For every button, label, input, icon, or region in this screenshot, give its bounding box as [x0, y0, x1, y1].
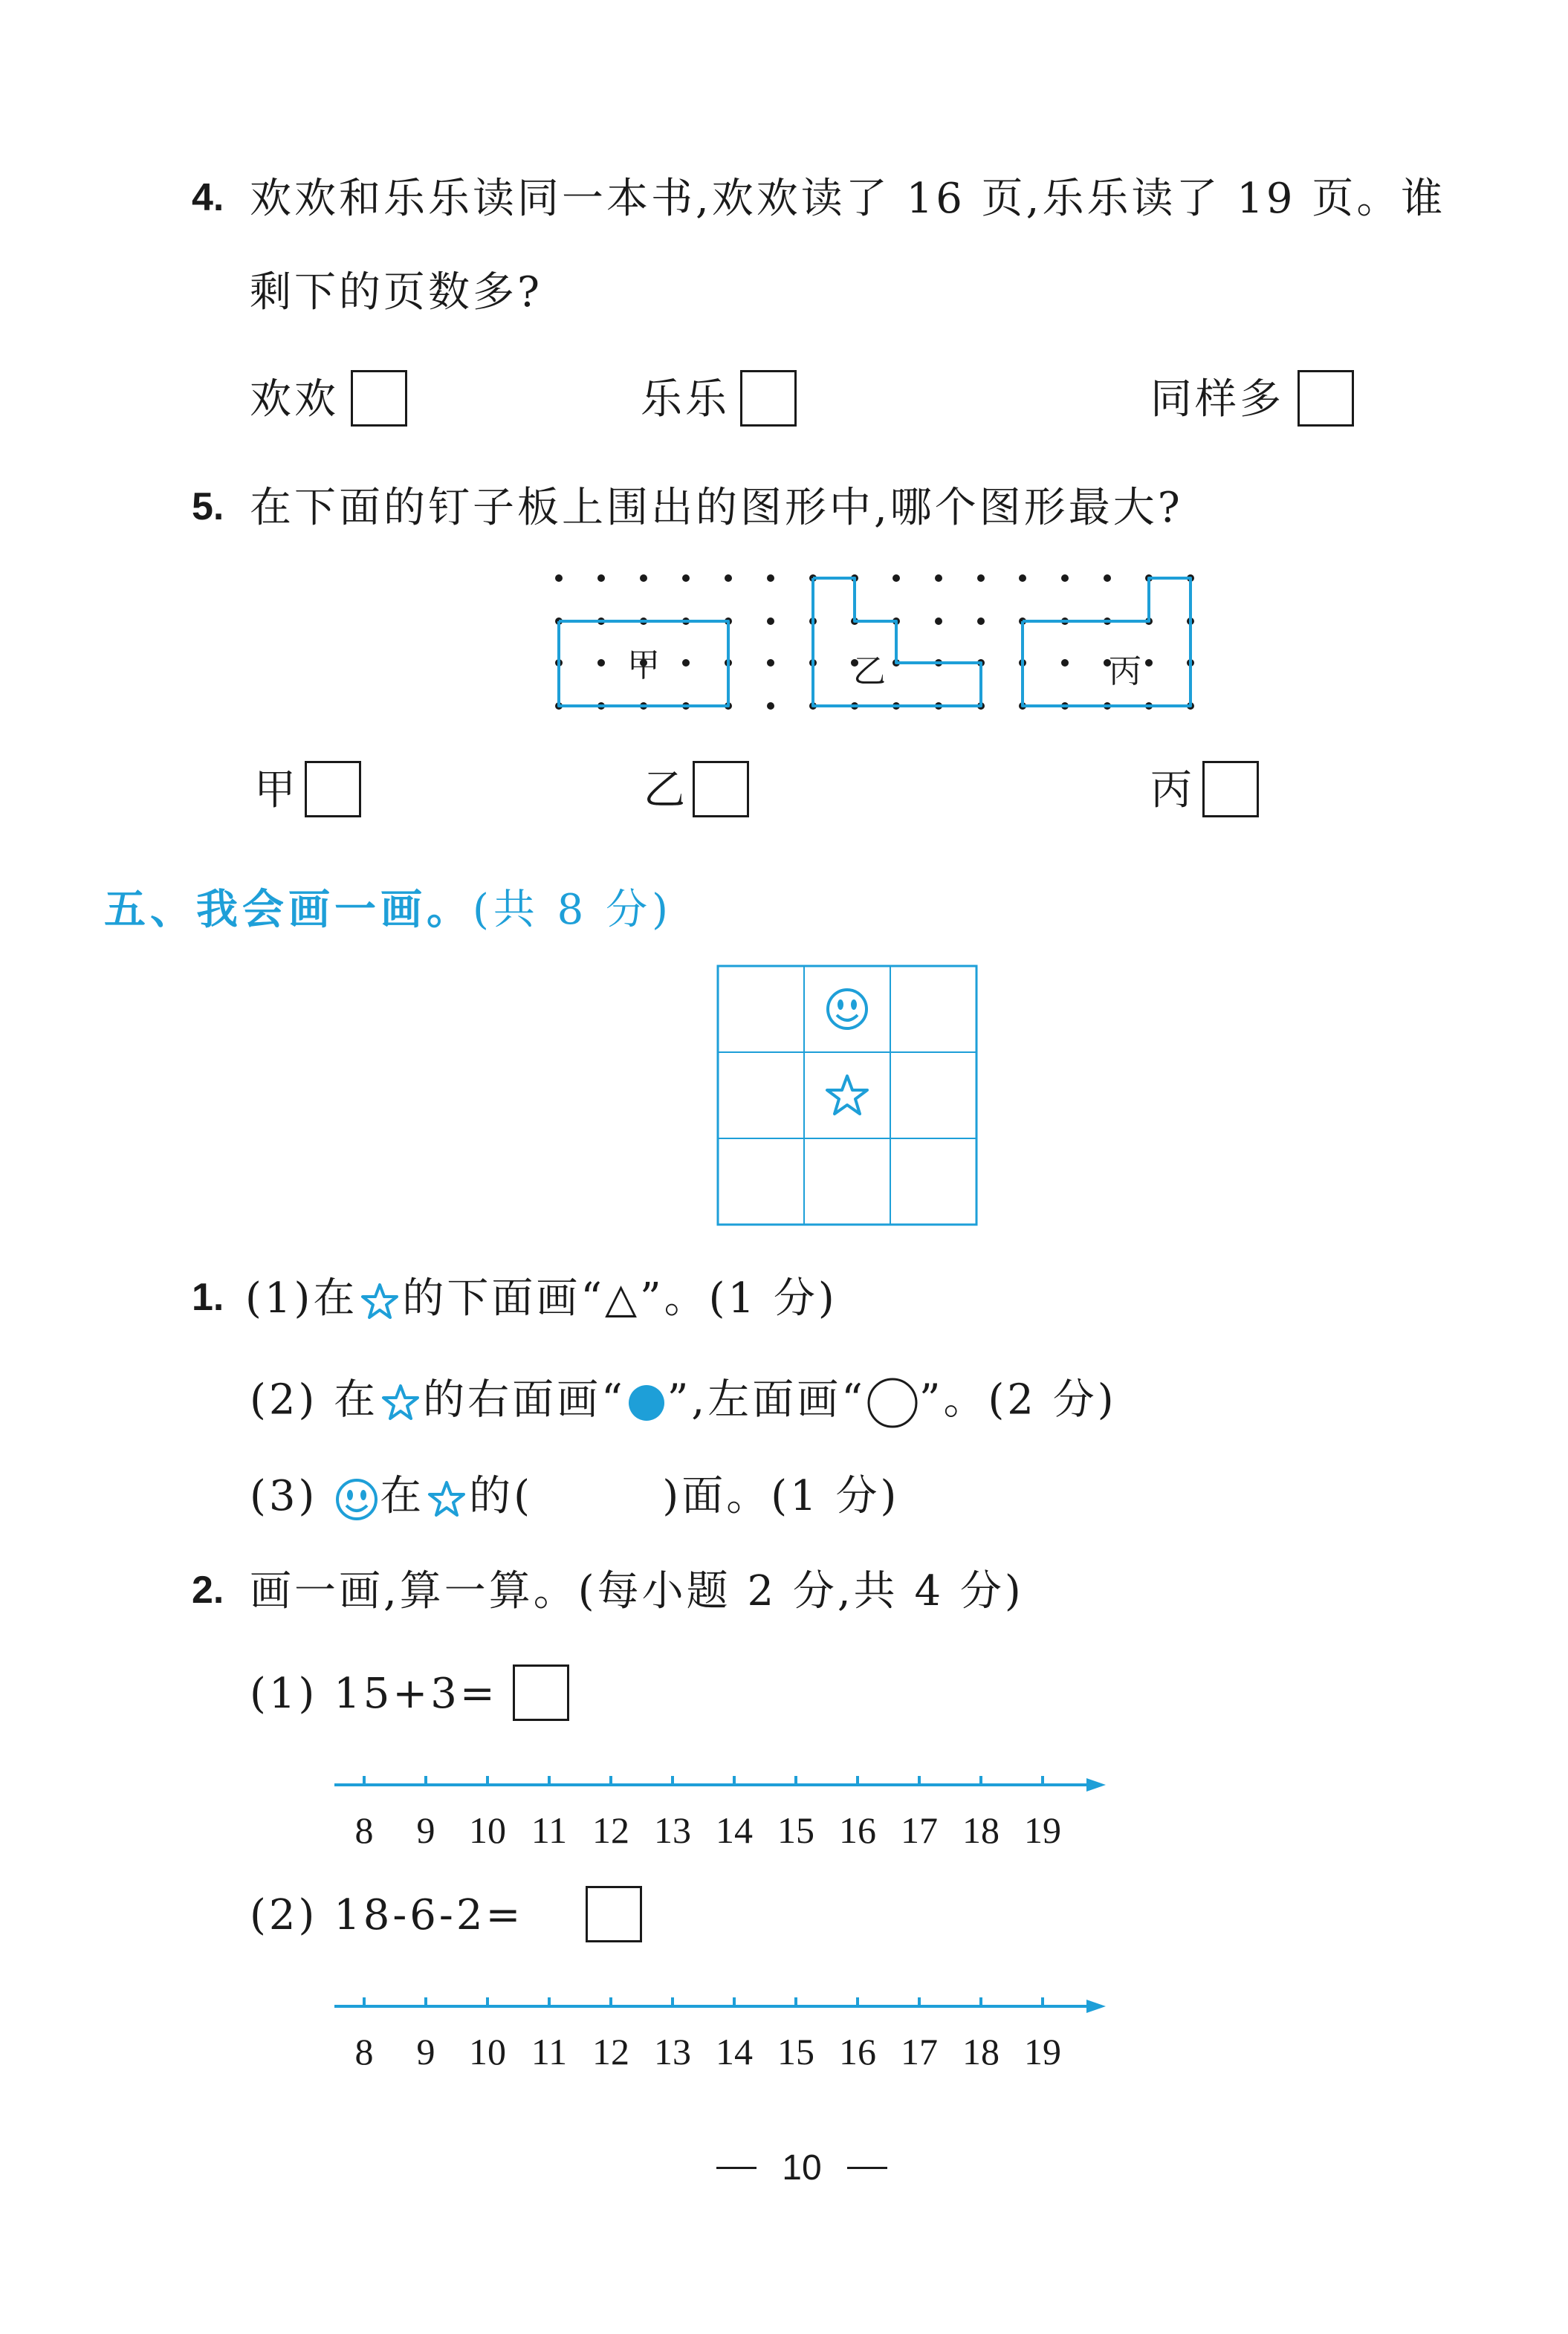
number-line-tick-label: 10 — [469, 2031, 506, 2072]
question-4-text-line1: 欢欢和乐乐读同一本书,欢欢读了 16 页,乐乐读了 19 页。谁 — [250, 175, 1446, 223]
number-line-tick-label: 11 — [531, 1809, 568, 1851]
problem-2-text: 画一画,算一算。(每小题 2 分,共 4 分) — [250, 1567, 1024, 1615]
equation-2: (2) 18-6-2= — [250, 1891, 524, 1939]
number-line-tick-label: 15 — [777, 2031, 814, 2072]
number-line-tick-label: 9 — [416, 2031, 435, 2072]
number-line-2[interactable] — [327, 1990, 1115, 2101]
question-5-number: 5. — [192, 485, 224, 528]
number-line-tick-label: 8 — [354, 2031, 374, 2072]
equation-1: (1) 15+3= — [250, 1670, 498, 1718]
number-line-tick-label: 14 — [716, 1809, 753, 1851]
peg-dot — [892, 574, 900, 582]
star-icon — [827, 1076, 867, 1114]
peg-dot — [1061, 659, 1069, 667]
number-line-tick-label: 18 — [962, 1809, 1000, 1851]
peg-dot — [767, 574, 774, 582]
q5-option-label-yi: 乙 — [644, 766, 688, 814]
number-line-tick-label: 17 — [901, 1809, 938, 1851]
star-icon — [357, 1280, 402, 1323]
peg-dot — [1104, 574, 1111, 582]
number-line-tick-label: 15 — [777, 1809, 814, 1851]
empty-circle-icon — [866, 1376, 919, 1430]
number-line-tick-label: 9 — [416, 1809, 435, 1851]
q5-option-label-bing: 丙 — [1150, 766, 1195, 814]
peg-dot — [767, 617, 774, 625]
peg-dot — [767, 702, 774, 710]
number-line-tick-label: 18 — [962, 2031, 1000, 2072]
section-5-heading — [104, 877, 673, 936]
peg-dot — [1061, 574, 1069, 582]
number-line-tick-label: 12 — [592, 1809, 629, 1851]
number-line-tick-label: 19 — [1024, 2031, 1061, 2072]
question-4-number: 4. — [192, 176, 224, 219]
q5-option-label-jia: 甲 — [254, 766, 299, 814]
peg-dot — [640, 574, 647, 582]
equation-2-answer-box[interactable] — [586, 1886, 642, 1942]
shape-label-yi: 乙 — [853, 652, 886, 690]
peg-dot — [682, 574, 690, 582]
q5-answer-box-yi[interactable] — [693, 761, 749, 817]
footer-rule-left — [716, 2167, 757, 2169]
question-5-text: 在下面的钉子板上围出的图形中,哪个图形最大? — [250, 484, 1183, 532]
shape-label-bing: 丙 — [1109, 652, 1141, 690]
section-5-points: (共 8 分) — [473, 886, 673, 934]
q4-answer-box-huanhuan[interactable] — [351, 370, 407, 427]
number-line-tick-label: 17 — [901, 2031, 938, 2072]
equation-1-answer-box[interactable] — [513, 1664, 569, 1721]
peg-dot — [725, 574, 732, 582]
q4-option-label-huanhuan: 欢欢 — [250, 375, 339, 424]
peg-dot — [555, 574, 563, 582]
position-grid[interactable] — [716, 965, 978, 1226]
number-line-tick-label: 11 — [531, 2031, 568, 2072]
peg-dot — [597, 574, 605, 582]
number-line-tick-label: 10 — [469, 1809, 506, 1851]
q4-option-label-lele: 乐乐 — [641, 375, 730, 424]
shape-yi-outline — [813, 578, 981, 706]
q5-answer-box-jia[interactable] — [305, 761, 361, 817]
star-icon — [378, 1381, 423, 1424]
number-line-tick-label: 13 — [654, 2031, 691, 2072]
peg-dot — [935, 617, 942, 625]
shape-label-jia: 甲 — [627, 646, 660, 684]
peg-dot — [767, 659, 774, 667]
page-footer — [716, 2147, 887, 2188]
number-line-tick-label: 14 — [716, 2031, 753, 2072]
shape-bing-outline — [1023, 578, 1190, 706]
number-line-tick-label: 19 — [1024, 1809, 1061, 1851]
q5-answer-box-bing[interactable] — [1202, 761, 1259, 817]
peg-dot — [1019, 574, 1026, 582]
number-line-1[interactable] — [327, 1769, 1115, 1880]
question-4-text-line2: 剩下的页数多? — [250, 268, 543, 317]
section-5-title: 五、我会画一画。 — [104, 886, 473, 934]
problem-1-sub1: (1)在 的下面画“△”。(1 分) — [245, 1274, 838, 1323]
star-icon — [424, 1478, 469, 1521]
peg-dot — [977, 574, 985, 582]
number-line-tick-label: 8 — [354, 1809, 374, 1851]
peg-dot — [1145, 659, 1153, 667]
peg-dot — [977, 617, 985, 625]
problem-1-sub2: (2) 在 的右面画“ ”,左面画“ ”。(2 分) — [250, 1376, 1117, 1430]
peg-dot — [597, 659, 605, 667]
page-number: 10 — [782, 2148, 822, 2188]
problem-1-sub3: (3) 在 的( )面。(1 分) — [250, 1476, 899, 1523]
peg-dot — [935, 574, 942, 582]
number-line-tick-label: 16 — [839, 2031, 876, 2072]
pegboard-figure — [542, 565, 1204, 721]
smiley-icon — [828, 990, 866, 1028]
q4-answer-box-lele[interactable] — [740, 370, 797, 427]
number-line-tick-label: 16 — [839, 1809, 876, 1851]
footer-rule-right — [847, 2167, 887, 2169]
problem-1-number: 1. — [192, 1276, 224, 1319]
number-line-tick-label: 13 — [654, 1809, 691, 1851]
q4-answer-box-same[interactable] — [1298, 370, 1354, 427]
peg-dot — [682, 659, 690, 667]
number-line-tick-label: 12 — [592, 2031, 629, 2072]
filled-circle-icon — [626, 1382, 667, 1424]
problem-2-number: 2. — [192, 1569, 224, 1612]
smiley-icon — [334, 1476, 380, 1523]
q4-option-label-same: 同样多 — [1150, 375, 1284, 424]
